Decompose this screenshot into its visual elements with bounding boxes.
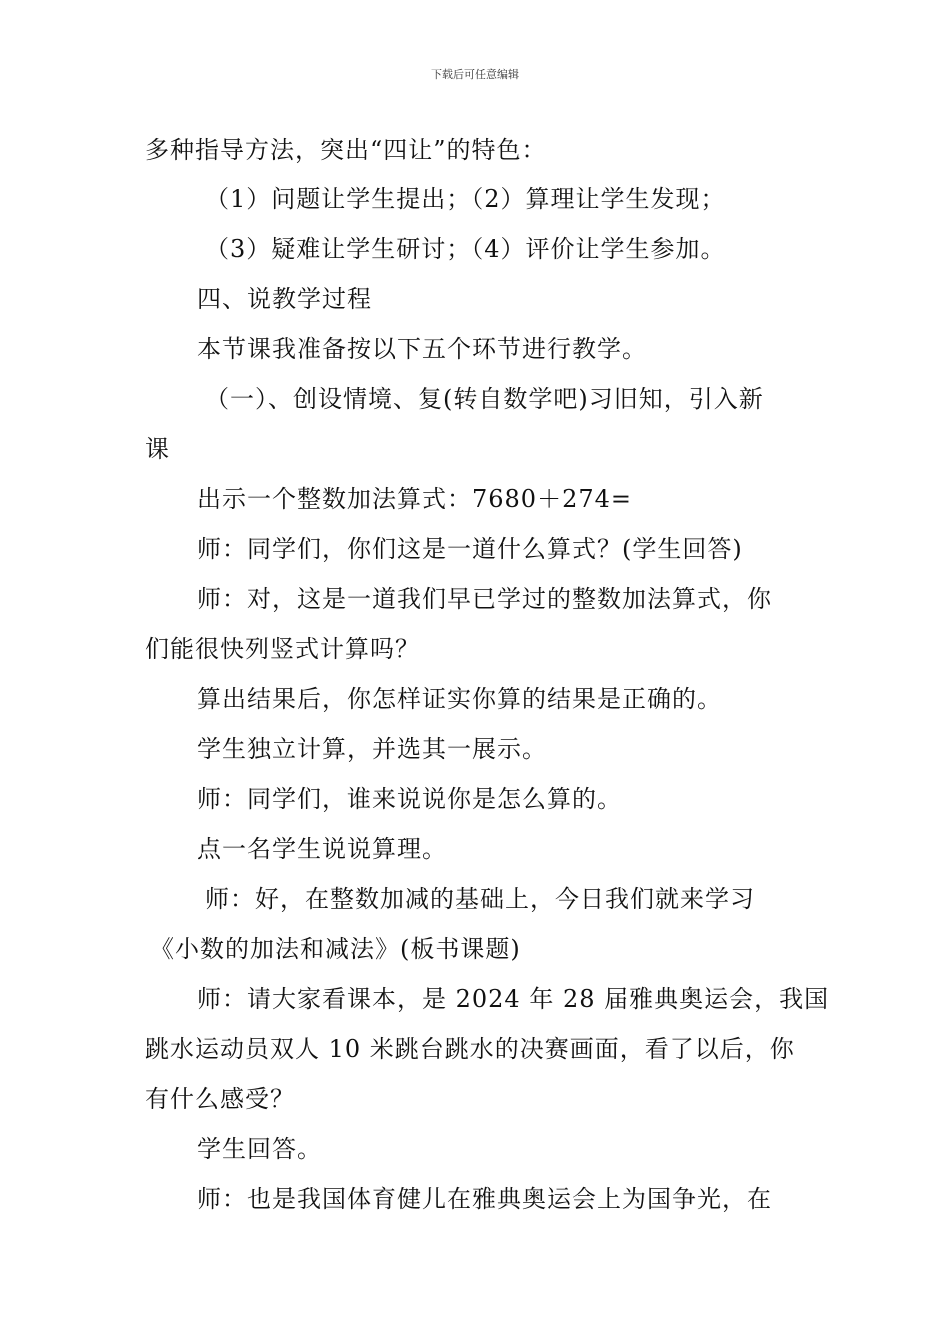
text-line: 多种指导方法，突出“四让”的特色：: [145, 136, 547, 164]
text-line: 《小数的加法和减法》(板书课题): [150, 935, 521, 963]
text-line: 本节课我准备按以下五个环节进行教学。: [197, 335, 647, 363]
text-line: 师：同学们，你们这是一道什么算式？(学生回答): [197, 535, 743, 563]
text-line: 学生回答。: [197, 1135, 322, 1163]
text-line: 课: [145, 435, 170, 463]
subsection-heading: （一）、创设情境、复(转自数学吧)习旧知，引入新: [205, 385, 764, 413]
section-heading: 四、说教学过程: [197, 285, 372, 313]
text-line: 跳水运动员双人 10 米跳台跳水的决赛画面，看了以后，你: [145, 1035, 795, 1063]
text-line: 师：也是我国体育健儿在雅典奥运会上为国争光，在: [197, 1185, 772, 1213]
text-line: 出示一个整数加法算式：7680＋274=: [197, 485, 632, 513]
text-line: 点一名学生说说算理。: [197, 835, 447, 863]
page-header: 下载后可任意编辑: [431, 68, 519, 81]
text-line: 师：同学们，谁来说说你是怎么算的。: [197, 785, 622, 813]
text-line: （3）疑难让学生研讨；（4）评价让学生参加。: [205, 235, 726, 263]
text-line: 学生独立计算，并选其一展示。: [197, 735, 547, 763]
text-line: 师：对，这是一道我们早已学过的整数加法算式，你: [197, 585, 772, 613]
text-line: 们能很快列竖式计算吗？: [145, 635, 420, 663]
text-line: 算出结果后，你怎样证实你算的结果是正确的。: [197, 685, 722, 713]
text-line: （1）问题让学生提出；（2）算理让学生发现；: [205, 185, 726, 213]
text-line: 有什么感受？: [145, 1085, 295, 1113]
text-line: 师：好，在整数加减的基础上，今日我们就来学习: [205, 885, 755, 913]
text-line: 师：请大家看课本，是 2024 年 28 届雅典奥运会，我国: [197, 985, 830, 1013]
